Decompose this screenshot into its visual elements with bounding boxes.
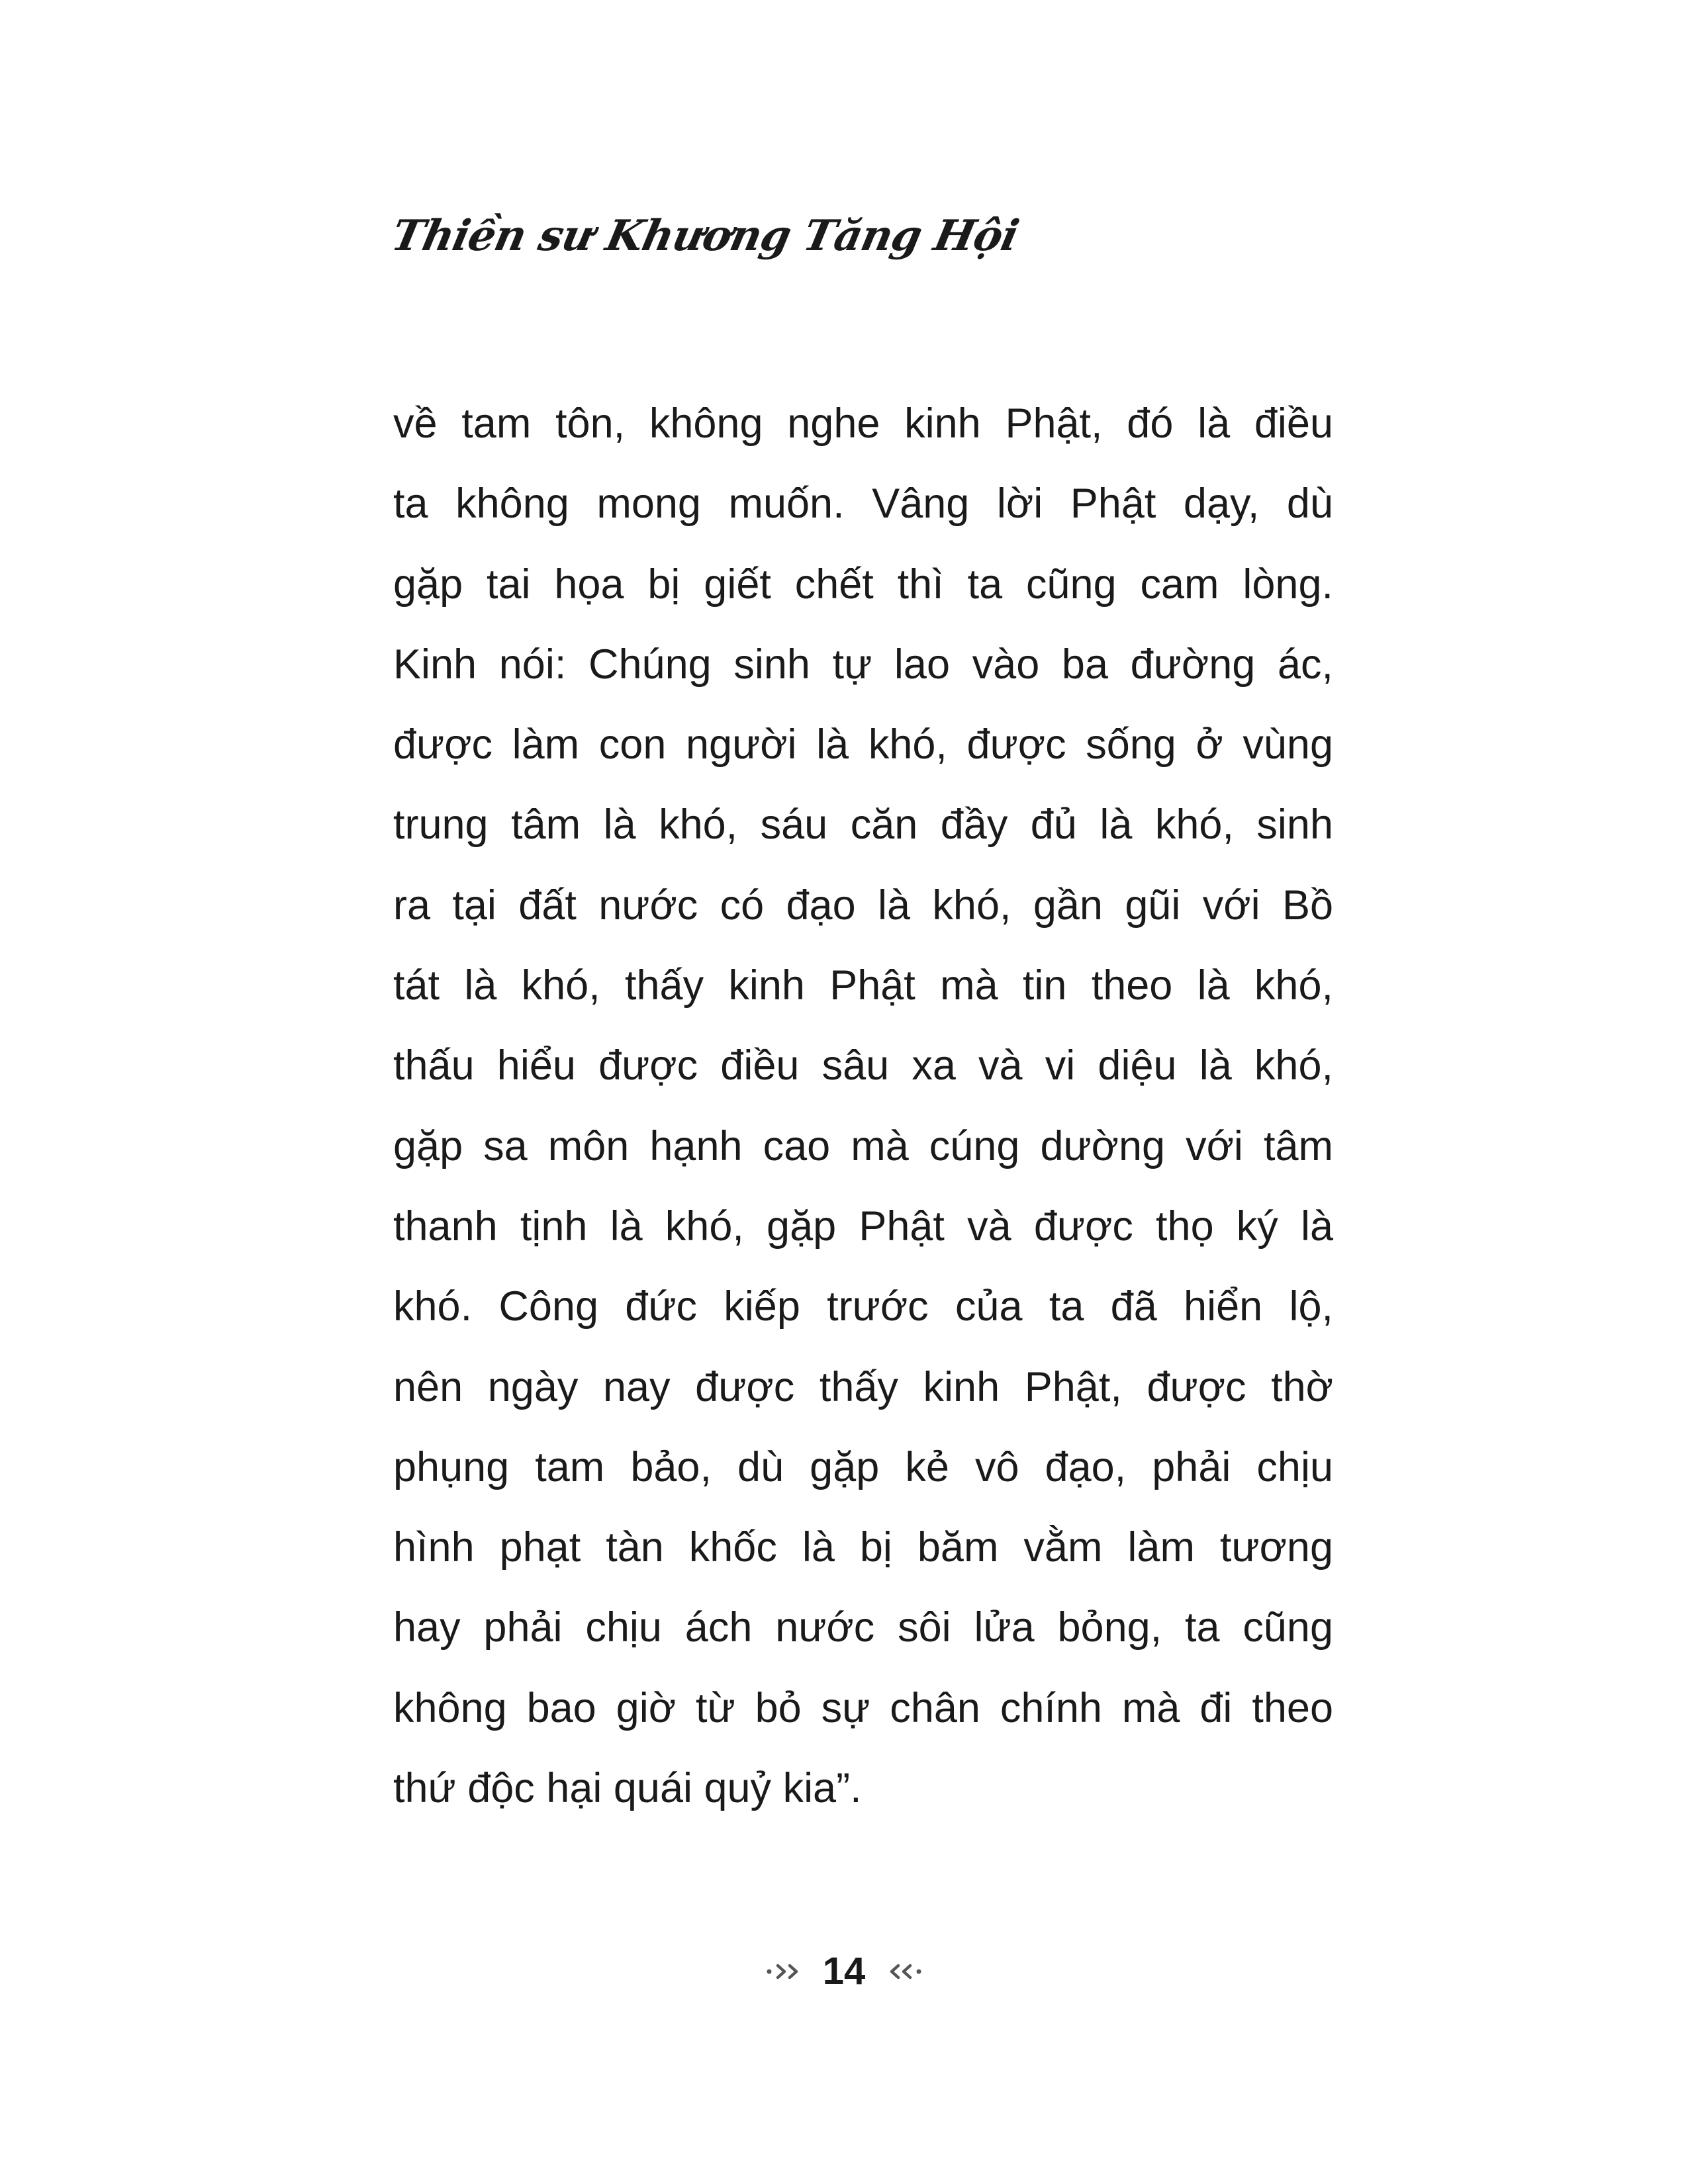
text-line: gặp sa môn hạnh cao mà cúng dường với tâm bbox=[393, 1122, 1333, 1169]
text-line: không bao giờ từ bỏ sự chân chính mà đi theo bbox=[393, 1684, 1333, 1731]
text-line: phụng tam bảo, dù gặp kẻ vô đạo, phải chịu bbox=[393, 1443, 1333, 1490]
text-line: hình phạt tàn khốc là bị băm vằm làm tương bbox=[393, 1524, 1333, 1571]
text-line: trung tâm là khó, sáu căn đầy đủ là khó, sinh bbox=[393, 801, 1333, 848]
text-line: tát là khó, thấy kinh Phật mà tin theo là khó, bbox=[393, 962, 1333, 1009]
running-header: Thiền sư Khương Tăng Hội bbox=[387, 211, 1023, 261]
text-line: ta không mong muốn. Vâng lời Phật dạy, dù bbox=[393, 480, 1333, 527]
page-number: 14 bbox=[822, 1950, 866, 1993]
double-chevron-left-icon bbox=[880, 1962, 922, 1981]
text-line: thanh tịnh là khó, gặp Phật và được thọ ký là bbox=[393, 1203, 1333, 1250]
text-line: thứ độc hại quái quỷ kia”. bbox=[393, 1765, 862, 1812]
text-line: gặp tai họa bị giết chết thì ta cũng cam lòng. bbox=[393, 561, 1333, 608]
text-line: ra tại đất nước có đạo là khó, gần gũi với Bồ bbox=[393, 882, 1333, 929]
text-line: được làm con người là khó, được sống ở vùng bbox=[393, 721, 1333, 768]
double-chevron-right-icon bbox=[766, 1962, 808, 1981]
text-line: nên ngày nay được thấy kinh Phật, được thờ bbox=[393, 1363, 1333, 1410]
text-line: hay phải chịu ách nước sôi lửa bỏng, ta cũng bbox=[393, 1604, 1333, 1651]
text-line: khó. Công đức kiếp trước của ta đã hiển lộ, bbox=[393, 1283, 1333, 1330]
text-line: về tam tôn, không nghe kinh Phật, đó là điều bbox=[393, 400, 1333, 447]
text-line: Kinh nói: Chúng sinh tự lao vào ba đường ác, bbox=[393, 641, 1333, 688]
text-line: thấu hiểu được điều sâu xa và vi diệu là khó, bbox=[393, 1042, 1333, 1089]
body-text bbox=[393, 384, 1333, 1829]
page-footer bbox=[0, 1952, 1688, 1991]
